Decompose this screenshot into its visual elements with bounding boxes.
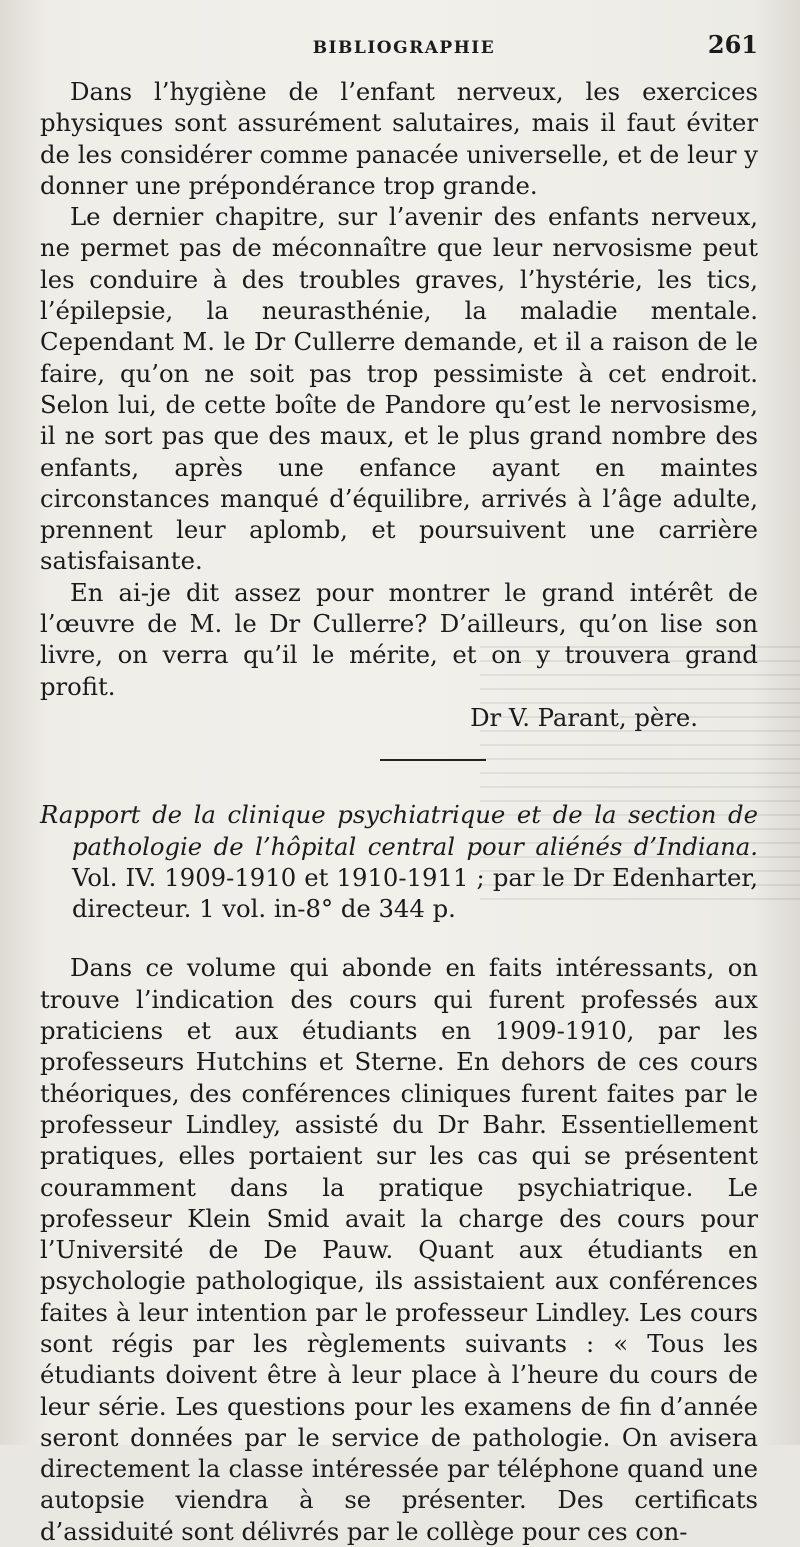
report-citation-line: directeur. 1 vol. in-8° de 344 p. (72, 894, 456, 924)
running-head (40, 30, 758, 76)
paragraph: Le dernier chapitre, sur l’avenir des enfants nerveux, ne permet pas de méconnaître que leur nervosisme peut les conduire à des troubles graves, l’hystérie, les tics, l’épilepsie, la neurasthénie, la maladie mentale. Cependant M. le Dr Cullerre demande, et il a raison de le faire, qu’on ne soit pas trop pessimiste à cet endroit. Selon lui, de cette boîte de Pandore qu’est le nervosisme, il ne sort pas que des maux, et le plus grand nombre des enfants, après une enfance ayant en maintes circonstances manqué d’équilibre, arrivés à l’âge adulte, prennent leur aplomb, et poursuivent une carrière satisfaisante. (40, 202, 758, 576)
running-title: BIBLIOGRAPHIE (312, 38, 496, 58)
report-title-line: pathologie de l’hôpital central pour aliénés d’Indiana. (72, 831, 758, 861)
signature: Dr V. Parant, père. (470, 702, 698, 732)
page-number: 261 (707, 30, 758, 59)
review-section (40, 952, 758, 1547)
report-title-line: Rapport de la clinique psychiatrique et de la section de (40, 800, 758, 830)
section-divider (380, 759, 486, 761)
report-citation-line: Vol. IV. 1909-1910 et 1910-1911 ; par le Dr Edenharter, (72, 862, 758, 892)
paragraph: Dans l’hygiène de l’enfant nerveux, les exercices physiques sont assurément salutaires, mais il faut éviter de les considérer comme panacée universelle, et de leur y donner une prépondérance trop grande. (40, 77, 758, 200)
review-section (40, 76, 758, 702)
report-heading (40, 799, 758, 924)
paragraph: Dans ce volume qui abonde en faits intéressants, on trouve l’indication des cours qui furent professés aux praticiens et aux étudiants en 1909-1910, par les professeurs Hutchins et Sterne. En dehors de ces cours théoriques, des conférences cliniques furent faites par le professeur Lindley, assisté du Dr Bahr. Essentiellement pratiques, elles portaient sur les cas qui se présentent couramment dans la pratique psychiatrique. Le professeur Klein Smid avait la charge des cours pour l’Université de De Pauw. Quant aux étudiants en psychologie pathologique, ils assistaient aux conférences faites à leur intention par le professeur Lindley. Les cours sont régis par les règlements suivants : « Tous les étudiants doivent être à leur place à l’heure du cours de leur série. Les questions pour les examens de fin d’année seront données par le service de pathologie. On avisera directement la classe intéressée par téléphone quand une autopsie viendra à se présenter. Des certificats d’assiduité sont délivrés par le collège pour ces con- (40, 953, 758, 1546)
paragraph: En ai-je dit assez pour montrer le grand intérêt de l’œuvre de M. le Dr Cullerre? D’ailleurs, qu’on lise son livre, on verra qu’il le mérite, et on y trouvera grand profit. (40, 577, 758, 701)
